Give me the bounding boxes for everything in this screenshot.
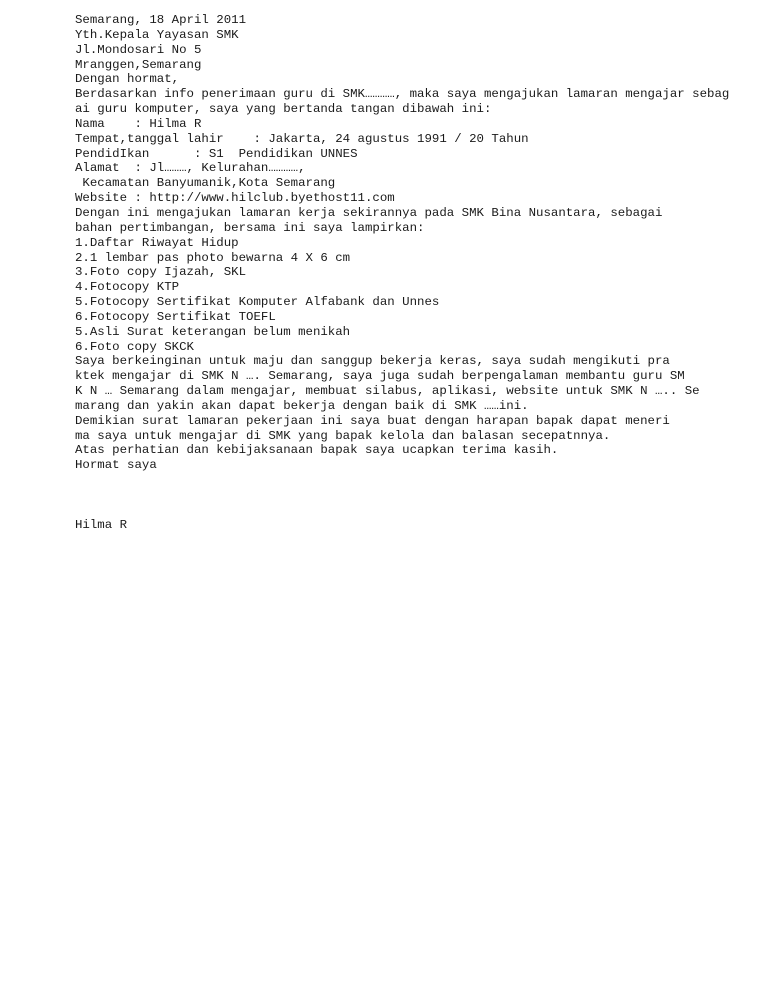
body-line: Saya berkeinginan untuk maju dan sanggup bekerja keras, saya sudah mengikuti pra: [75, 354, 670, 369]
identity-name: Nama : Hilma R: [75, 116, 202, 131]
identity-address-cont: Kecamatan Banyumanik,Kota Semarang: [75, 176, 336, 191]
place-date: Semarang, 18 April 2011: [75, 13, 247, 27]
recipient-line: Mranggen,Semarang: [75, 57, 202, 72]
attachment-item: 4.Fotocopy KTP: [75, 280, 180, 295]
identity-website: Website : http://www.hilclub.byethost11.com: [75, 191, 395, 206]
body-line: marang dan yakin akan dapat bekerja dengan baik di SMK ……ini.: [75, 398, 529, 413]
application-letter: [75, 13, 755, 533]
body-line: K N … Semarang dalam mengajar, membuat silabus, aplikasi, website untuk SMK N ….. Se: [75, 384, 700, 399]
signature-space: [75, 503, 755, 518]
body-line: Demikian surat lamaran pekerjaan ini saya buat dengan harapan bapak dapat meneri: [75, 413, 670, 428]
application-line: Dengan ini mengajukan lamaran kerja sekirannya pada SMK Bina Nusantara, sebagai: [75, 205, 663, 220]
identity-address: Alamat : Jl………, Kelurahan…………,: [75, 161, 306, 176]
body-line: ktek mengajar di SMK N …. Semarang, saya juga sudah berpengalaman membantu guru SM: [75, 369, 685, 384]
attachment-item: 6.Fotocopy Sertifikat TOEFL: [75, 309, 276, 324]
attachment-item: 1.Daftar Riwayat Hidup: [75, 235, 239, 250]
attachment-item: 5.Fotocopy Sertifikat Komputer Alfabank dan Unnes: [75, 295, 440, 310]
closing: Hormat saya: [75, 458, 157, 473]
signature-space: [75, 473, 755, 488]
identity-education: PendidIkan : S1 Pendidikan UNNES: [75, 146, 358, 161]
greeting: Dengan hormat,: [75, 72, 180, 87]
intro-line: Berdasarkan info penerimaan guru di SMK…………, maka saya mengajukan lamaran mengajar sebag: [75, 87, 730, 102]
attachment-item: 2.1 lembar pas photo bewarna 4 X 6 cm: [75, 250, 351, 265]
identity-birth: Tempat,tanggal lahir : Jakarta, 24 agustus 1991 / 20 Tahun: [75, 131, 529, 146]
body-line: Atas perhatian dan kebijaksanaan bapak saya ucapkan terima kasih.: [75, 443, 559, 458]
attachment-item: 5.Asli Surat keterangan belum menikah: [75, 324, 351, 339]
intro-line: ai guru komputer, saya yang bertanda tangan dibawah ini:: [75, 102, 492, 117]
recipient-line: Yth.Kepala Yayasan SMK: [75, 27, 239, 42]
signature-space: [75, 488, 755, 503]
attachment-item: 6.Foto copy SKCK: [75, 339, 194, 354]
application-line: bahan pertimbangan, bersama ini saya lampirkan:: [75, 220, 425, 235]
recipient-line: Jl.Mondosari No 5: [75, 42, 202, 57]
body-line: ma saya untuk mengajar di SMK yang bapak kelola dan balasan secepatnnya.: [75, 428, 611, 443]
signature-name: Hilma R: [75, 517, 128, 532]
attachment-item: 3.Foto copy Ijazah, SKL: [75, 265, 247, 280]
